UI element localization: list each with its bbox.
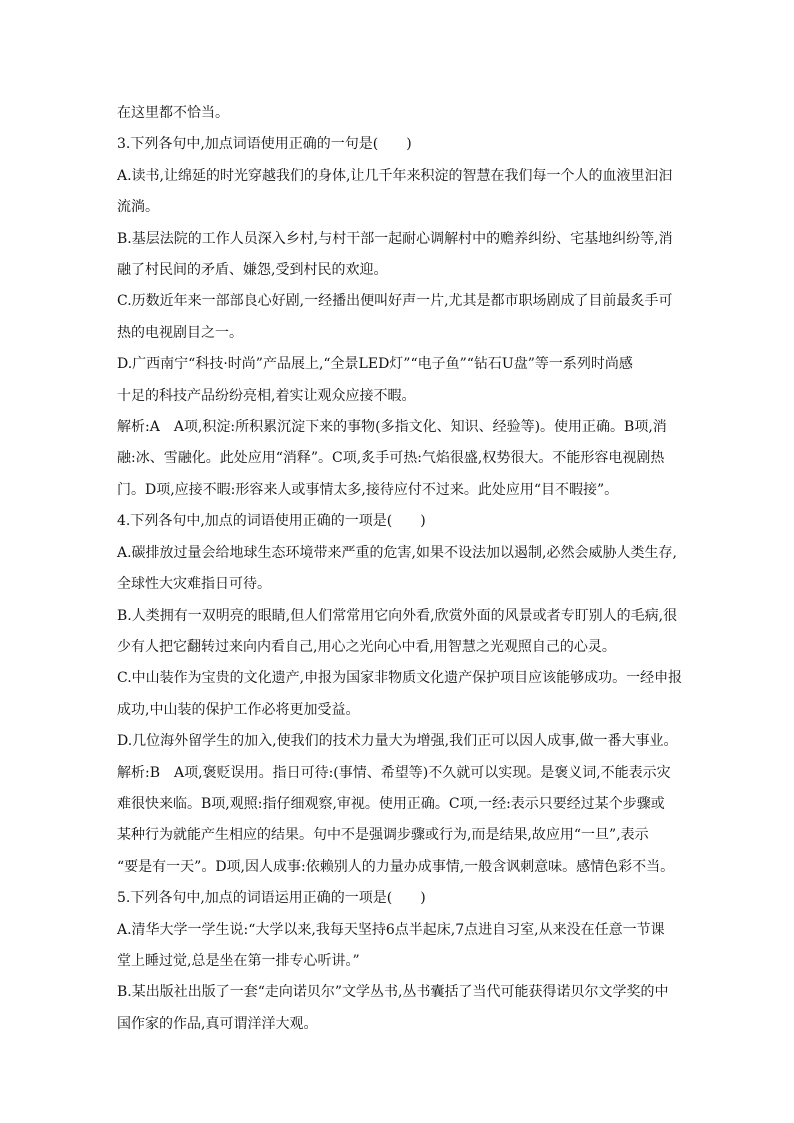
text-line: 流淌。 — [117, 199, 159, 216]
question-5-stem: 5.下列各句中,加点的词语运用正确的一项是( ) — [117, 890, 426, 907]
text-line: B.人类拥有一双明亮的眼睛,但人们常常用它向外看,欣赏外面的风景或者专盯别人的毛病,很 — [117, 607, 678, 624]
text-line: 国作家的作品,真可谓洋洋大观。 — [117, 1015, 318, 1032]
text-line: 成功,中山装的保护工作必将更加受益。 — [117, 701, 360, 718]
text-line: 门。D项,应接不暇:形容来人或事情太多,接待应付不过来。此处应用“目不暇接”。 — [117, 481, 619, 498]
text-line: 少有人把它翻转过来向内看自己,用心之光向心中看,用智慧之光观照自己的心灵。 — [117, 638, 616, 655]
question-3-stem: 3.下列各句中,加点词语使用正确的一句是( ) — [117, 136, 412, 153]
text-line: 堂上睡过觉,总是坐在第一排专心听讲。” — [117, 952, 360, 969]
text-line: 在这里都不恰当。 — [117, 105, 229, 121]
text-line: “要是有一天”。D项,因人成事:依赖别人的力量办成事情,一般含讽刺意味。感情色彩不当。 — [117, 858, 675, 875]
document-page — [117, 98, 683, 1040]
text-line: A.碳排放过量会给地球生态环境带来严重的危害,如果不设法加以遏制,必然会威胁人类生存, — [117, 544, 677, 561]
text-line: 融了村民间的矛盾、嫌怨,受到村民的欢迎。 — [117, 262, 388, 279]
text-line: 难很快来临。B项,观照:指仔细观察,审视。使用正确。C项,一经:表示只要经过某个步骤或 — [117, 795, 665, 812]
text-line: 全球性大灾难指日可待。 — [117, 576, 271, 593]
question-4-stem: 4.下列各句中,加点的词语使用正确的一项是( ) — [117, 513, 426, 530]
text-line: 某种行为就能产生相应的结果。句中不是强调步骤或行为,而是结果,故应用“一旦”,表示 — [117, 827, 649, 844]
answer-analysis-3: 解析:A A项,积淀:所积累沉淀下来的事物(多指文化、知识、经验等)。使用正确。B项,消 — [117, 419, 667, 436]
text-line: B.基层法院的工作人员深入乡村,与村干部一起耐心调解村中的赡养纠纷、宅基地纠纷等,消 — [117, 230, 673, 247]
text-line: C.历数近年来一部部良心好剧,一经播出便叫好声一片,尤其是都市职场剧成了目前最炙手可 — [117, 293, 673, 310]
text-line: B.某出版社出版了一套“走向诺贝尔”文学丛书,丛书囊括了当代可能获得诺贝尔文学奖的中 — [117, 984, 669, 1001]
answer-analysis-4: 解析:B A项,褒贬误用。指日可待:(事情、希望等)不久就可以实现。是褒义词,不能表示灾 — [117, 764, 671, 781]
text-line: D.广西南宁“科技·时尚”产品展上,“全景LED灯”“电子鱼”“钻石U盘”等一系列时尚感 — [117, 356, 633, 373]
text-line: C.中山装作为宝贵的文化遗产,申报为国家非物质文化遗产保护项目应该能够成功。一经申报 — [117, 670, 683, 687]
text-line: A.清华大学一学生说:“大学以来,我每天坚持6点半起床,7点进自习室,从来没在任意一节课 — [117, 921, 665, 938]
text-line: D.几位海外留学生的加入,使我们的技术力量大为增强,我们正可以因人成事,做一番大事业。 — [117, 733, 678, 750]
text-line: 十足的科技产品纷纷亮相,着实让观众应接不暇。 — [117, 387, 416, 404]
text-line: 热的电视剧目之一。 — [117, 324, 243, 341]
text-line: 融:冰、雪融化。此处应用“消释”。C项,炙手可热:气焰很盛,权势很大。不能形容电视剧热 — [117, 450, 665, 467]
text-line: A.读书,让绵延的时光穿越我们的身体,让几千年来积淀的智慧在我们每一个人的血液里汩汩 — [117, 167, 673, 184]
